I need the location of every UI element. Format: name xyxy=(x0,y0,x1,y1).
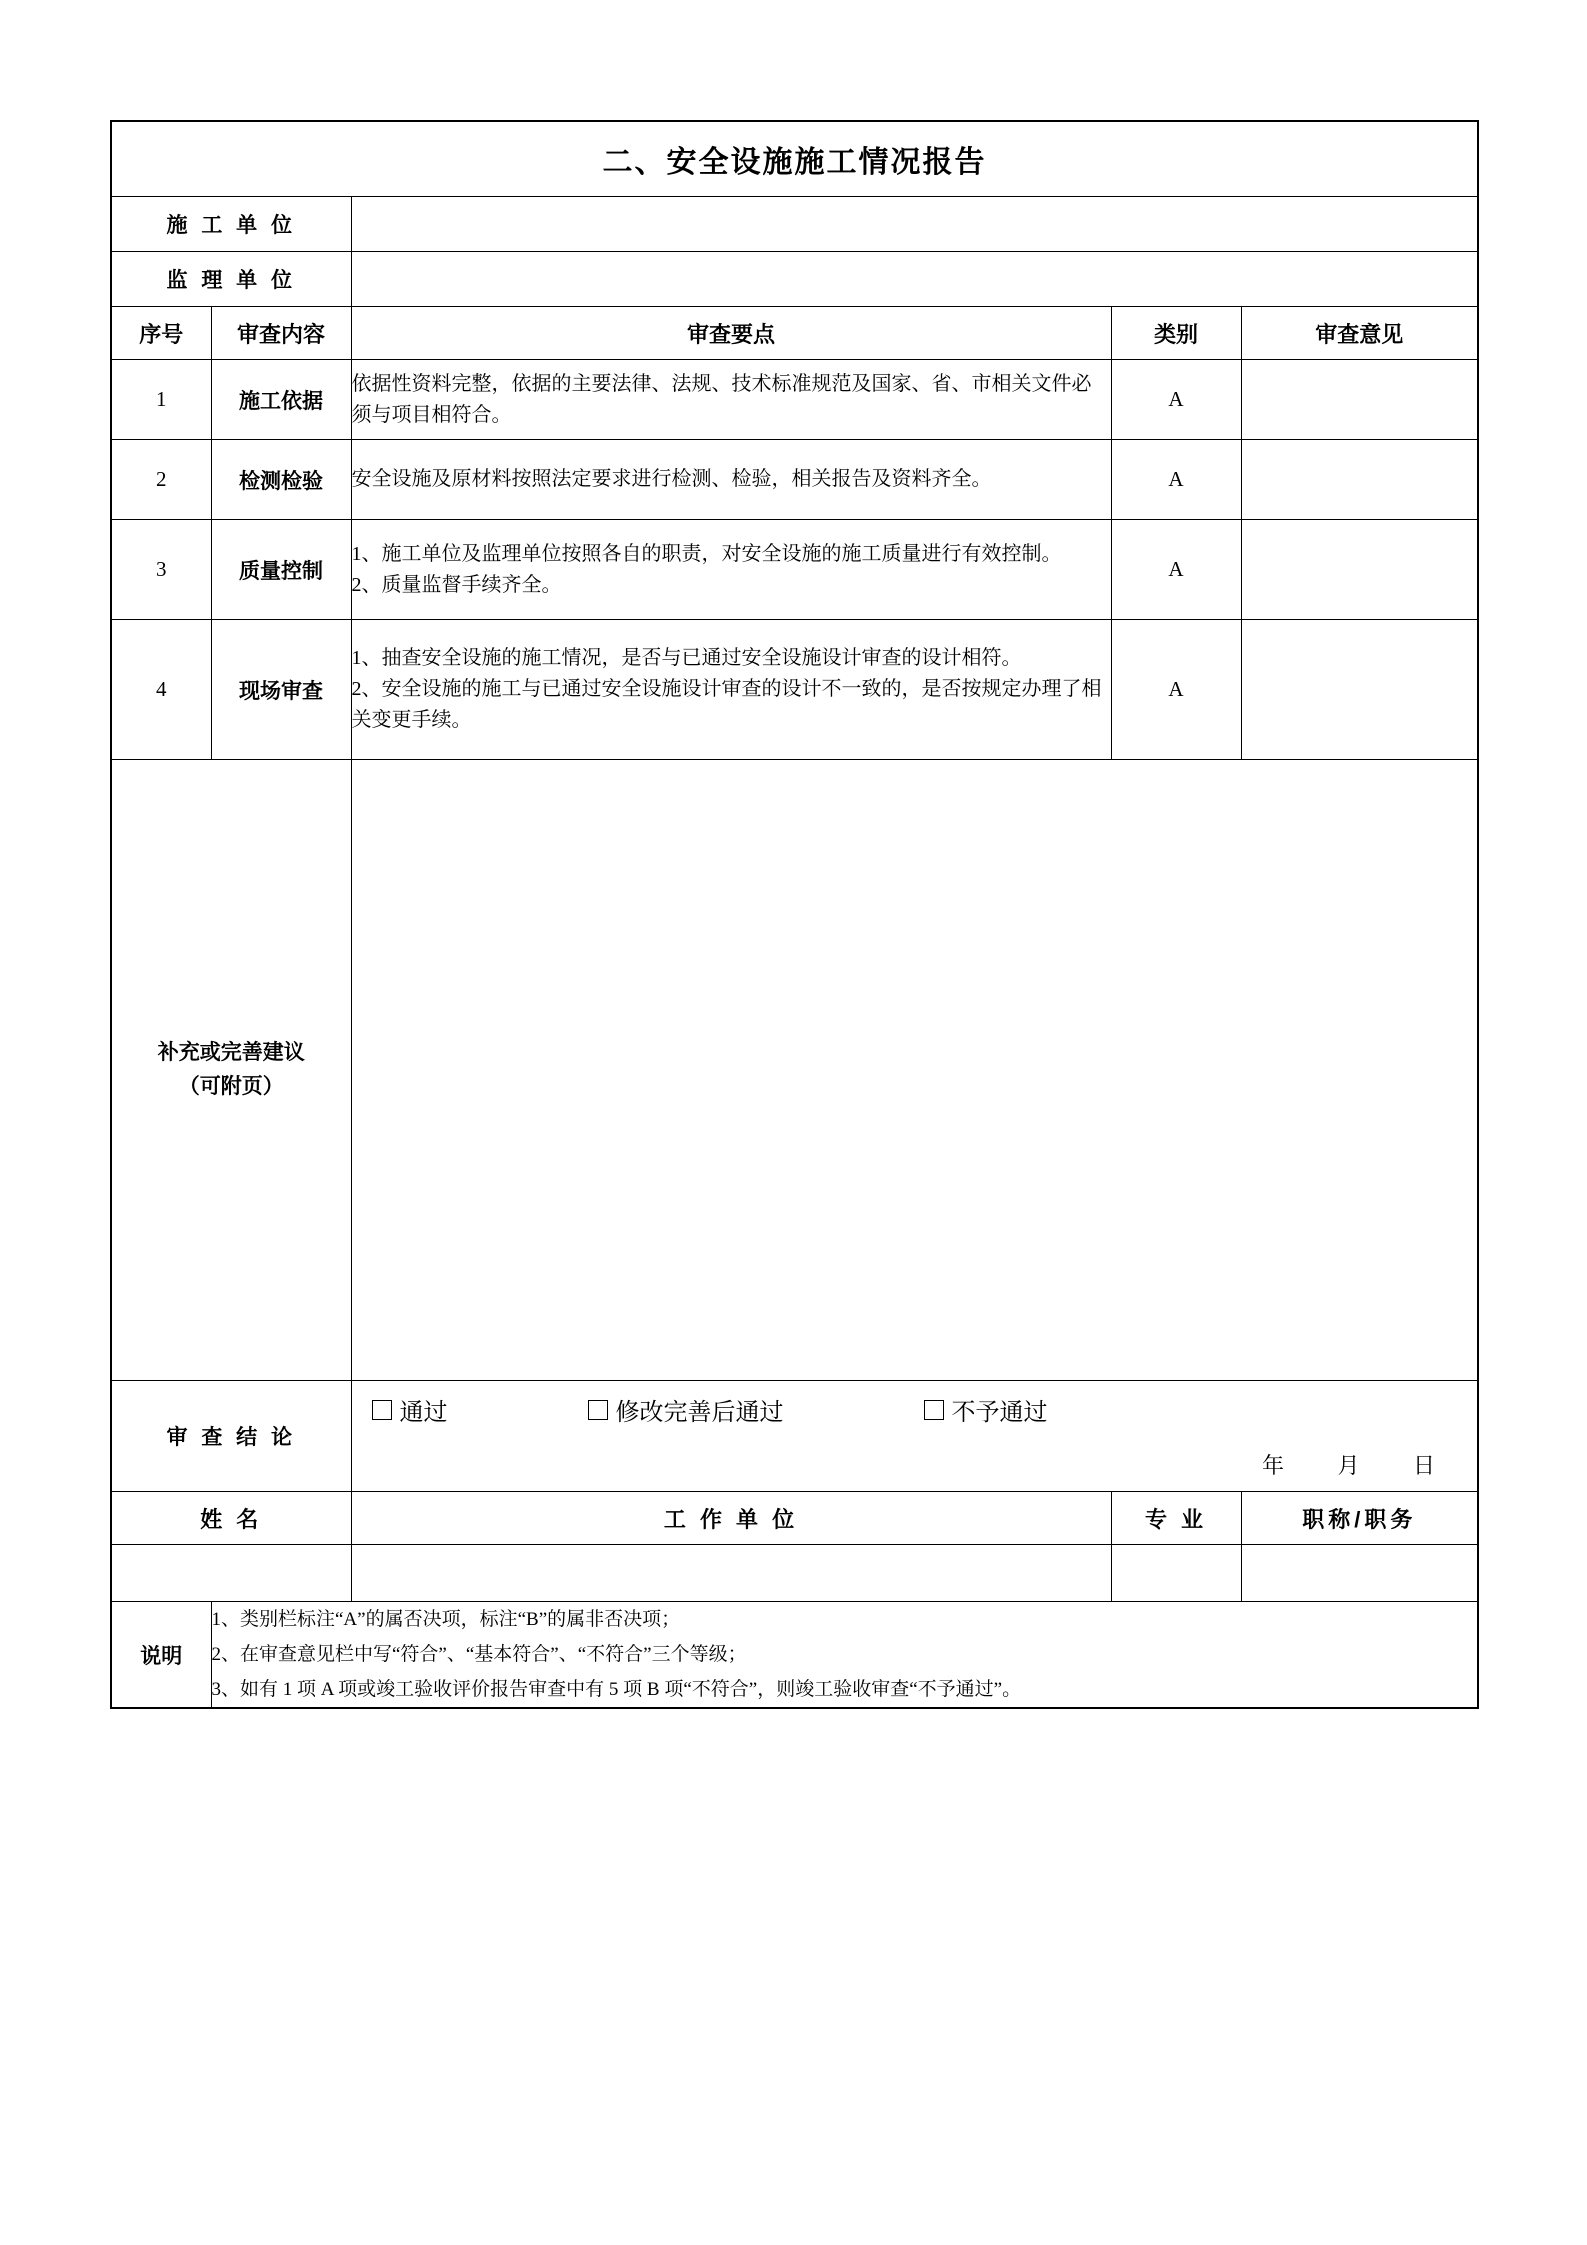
checkbox-icon[interactable] xyxy=(924,1400,944,1420)
conclusion-row xyxy=(111,1381,1478,1492)
suggestion-label-line1: 补充或完善建议 xyxy=(157,1041,305,1065)
suggestion-input-area[interactable] xyxy=(351,760,1478,1381)
point-line: 依据性资料完整，依据的主要法律、法规、技术标准规范及国家、省、市相关文件必须与项目相符合。 xyxy=(351,372,1092,426)
row-content: 现场审查 xyxy=(211,620,351,760)
row-content: 施工依据 xyxy=(211,360,351,440)
table-row xyxy=(111,520,1478,620)
signature-header-work-unit: 工 作 单 位 xyxy=(351,1492,1111,1545)
signature-header-name: 姓 名 xyxy=(111,1492,351,1545)
header-content: 审查内容 xyxy=(211,307,351,360)
row-points xyxy=(351,440,1111,520)
row-no: 4 xyxy=(111,620,211,760)
row-points xyxy=(351,360,1111,440)
note-line: 2、在审查意见栏中写“符合”、“基本符合”、“不符合”三个等级； xyxy=(211,1644,747,1666)
conclusion-options xyxy=(352,1392,1478,1427)
signature-title-value[interactable] xyxy=(1241,1545,1478,1602)
point-line: 1、施工单位及监理单位按照各自的职责，对安全设施的施工质量进行有效控制。 xyxy=(351,542,1062,565)
suggestion-row xyxy=(111,760,1478,1381)
point-line: 2、质量监督手续齐全。 xyxy=(351,573,562,596)
row-category: A xyxy=(1111,440,1241,520)
signature-row xyxy=(111,1545,1478,1602)
signature-major-value[interactable] xyxy=(1111,1545,1241,1602)
row-opinion[interactable] xyxy=(1241,620,1478,760)
conclusion-option-pass[interactable] xyxy=(372,1392,448,1427)
note-line: 1、类别栏标注“A”的属否决项，标注“B”的属非否决项； xyxy=(211,1609,681,1630)
row-opinion[interactable] xyxy=(1241,440,1478,520)
conclusion-option-pass-after-revision[interactable] xyxy=(588,1392,784,1427)
header-no: 序号 xyxy=(111,307,211,360)
suggestion-label xyxy=(111,760,351,1381)
signature-name-value[interactable] xyxy=(111,1545,351,1602)
header-category: 类别 xyxy=(1111,307,1241,360)
row-opinion[interactable] xyxy=(1241,360,1478,440)
review-form-table xyxy=(110,120,1479,1709)
row-category: A xyxy=(1111,360,1241,440)
row-no: 3 xyxy=(111,520,211,620)
note-label: 说明 xyxy=(111,1602,211,1709)
signature-header-major: 专 业 xyxy=(1111,1492,1241,1545)
field-row-construction-unit xyxy=(111,197,1478,252)
conclusion-option-not-pass[interactable] xyxy=(924,1392,1048,1427)
date-year-label: 年 xyxy=(1262,1453,1287,1478)
row-category: A xyxy=(1111,620,1241,760)
date-month-label: 月 xyxy=(1337,1453,1362,1478)
title-row xyxy=(111,121,1478,197)
construction-unit-value[interactable] xyxy=(351,197,1478,252)
page-title: 二、安全设施施工情况报告 xyxy=(111,121,1478,197)
row-content: 质量控制 xyxy=(211,520,351,620)
point-line: 2、安全设施的施工与已通过安全设施设计审查的设计不一致的，是否按规定办理了相关变更手续。 xyxy=(351,678,1102,731)
date-day-label: 日 xyxy=(1413,1453,1438,1478)
row-points xyxy=(351,620,1111,760)
table-row xyxy=(111,360,1478,440)
conclusion-option-label: 不予通过 xyxy=(951,1400,1048,1426)
row-opinion[interactable] xyxy=(1241,520,1478,620)
header-points: 审查要点 xyxy=(351,307,1111,360)
construction-unit-label: 施 工 单 位 xyxy=(111,197,351,252)
supervision-unit-value[interactable] xyxy=(351,252,1478,307)
conclusion-option-label: 修改完善后通过 xyxy=(615,1400,784,1426)
supervision-unit-label: 监 理 单 位 xyxy=(111,252,351,307)
note-line: 3、如有 1 项 A 项或竣工验收评价报告审查中有 5 项 B 项“不符合”，则竣工验收审查“不予通过”。 xyxy=(211,1679,1022,1701)
note-body xyxy=(211,1602,1478,1709)
row-content: 检测检验 xyxy=(211,440,351,520)
note-row xyxy=(111,1602,1478,1709)
row-points xyxy=(351,520,1111,620)
table-row xyxy=(111,620,1478,760)
row-category: A xyxy=(1111,520,1241,620)
conclusion-area xyxy=(351,1381,1478,1492)
conclusion-label: 审 查 结 论 xyxy=(111,1381,351,1492)
table-row xyxy=(111,440,1478,520)
conclusion-date[interactable] xyxy=(352,1449,1478,1480)
header-opinion: 审查意见 xyxy=(1241,307,1478,360)
row-no: 2 xyxy=(111,440,211,520)
conclusion-option-label: 通过 xyxy=(399,1400,448,1426)
signature-header-row xyxy=(111,1492,1478,1545)
signature-header-title: 职称/职务 xyxy=(1241,1492,1478,1545)
point-line: 安全设施及原材料按照法定要求进行检测、检验，相关报告及资料齐全。 xyxy=(351,468,992,490)
checkbox-icon[interactable] xyxy=(372,1400,392,1420)
checkbox-icon[interactable] xyxy=(588,1400,608,1420)
signature-work-unit-value[interactable] xyxy=(351,1545,1111,1602)
table-header-row xyxy=(111,307,1478,360)
suggestion-label-line2: （可附页） xyxy=(178,1075,284,1098)
row-no: 1 xyxy=(111,360,211,440)
field-row-supervision-unit xyxy=(111,252,1478,307)
point-line: 1、抽查安全设施的施工情况，是否与已通过安全设施设计审查的设计相符。 xyxy=(351,647,1022,669)
